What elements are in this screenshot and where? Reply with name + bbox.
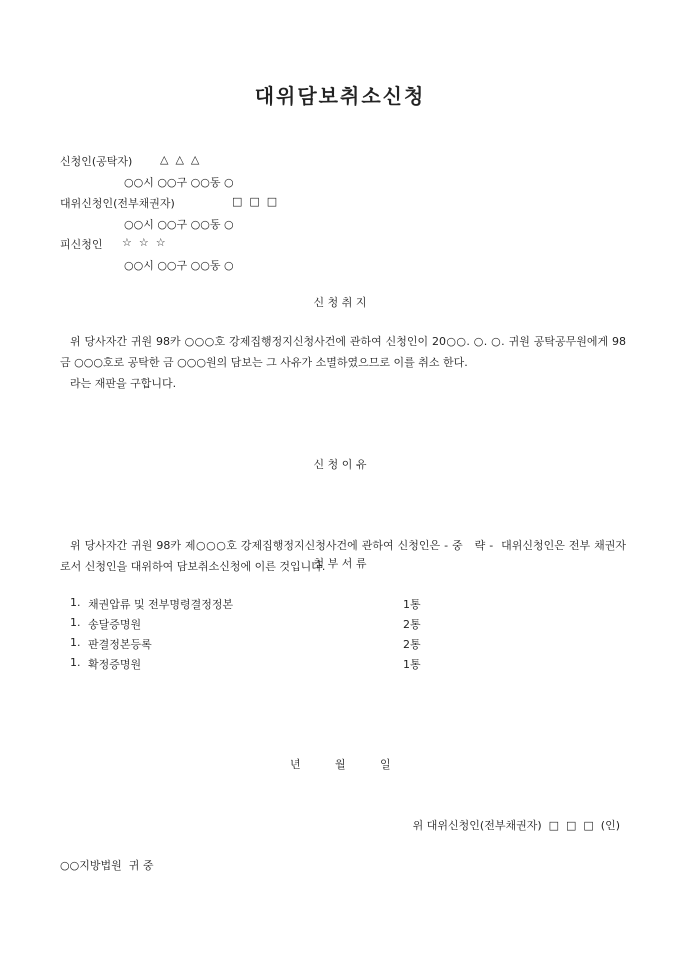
attachment-qty: 2통 — [403, 638, 421, 651]
attachments-heading: 첨 부 서 류 — [313, 557, 367, 570]
attachment-num: 1. — [70, 656, 81, 669]
subrogee-name: □ □ □ — [232, 195, 278, 208]
applicant-address: ○○시 ○○구 ○○동 ○ — [124, 176, 234, 189]
purpose-closing: 라는 재판을 구합니다. — [70, 377, 177, 390]
attachment-name: 채권압류 및 전부명령결정정본 — [88, 598, 234, 611]
attachment-name: 확정증명원 — [88, 658, 142, 671]
purpose-heading: 신 청 취 지 — [313, 296, 367, 309]
document-title: 대위담보취소신청 — [254, 84, 426, 108]
subrogee-address: ○○시 ○○구 ○○동 ○ — [124, 218, 234, 231]
court-addressee: ○○지방법원 귀 중 — [60, 859, 154, 872]
date-month: 월 — [335, 758, 346, 771]
attachment-num: 1. — [70, 636, 81, 649]
reason-body: 위 당사자간 귀원 98카 제○○○호 강제집행정지신청사건에 관하여 신청인은 - 중 략 - 대위신청인은 전부 채권자로서 신청인을 대위하여 담보취소신청에 이른 것입니다. — [60, 539, 626, 573]
attachment-row — [70, 616, 470, 636]
attachment-name: 판결정본등록 — [88, 638, 152, 651]
purpose-section — [60, 331, 626, 394]
attachment-num: 1. — [70, 616, 81, 629]
attachment-num: 1. — [70, 596, 81, 609]
attachment-qty: 2통 — [403, 618, 421, 631]
attachment-name: 송달증명원 — [88, 618, 142, 631]
date-year: 년 — [290, 758, 301, 771]
attachment-row — [70, 636, 470, 656]
date-day: 일 — [380, 758, 391, 771]
respondent-address: ○○시 ○○구 ○○동 ○ — [124, 259, 234, 272]
attachment-row — [70, 596, 470, 616]
purpose-body: 위 당사자간 귀원 98카 ○○○호 강제집행정지신청사건에 관하여 신청인이 20○○. ○. ○. 귀원 공탁공무원에게 98금 ○○○호로 공탁한 금 ○○○원의 담보는 그 사유가 소멸하였으므로 이를 취소 한다. — [60, 335, 626, 369]
attachment-qty: 1통 — [403, 598, 421, 611]
respondent-name: ☆ ☆ ☆ — [122, 236, 166, 249]
respondent-label: 피신청인 — [60, 238, 103, 251]
subrogee-label: 대위신청인(전부채권자) — [60, 197, 175, 210]
signature-line: 위 대위신청인(전부채권자) □ □ □ (인) — [412, 819, 620, 832]
reason-heading: 신 청 이 유 — [313, 458, 367, 471]
attachment-row — [70, 656, 470, 676]
reason-section — [60, 493, 626, 598]
applicant-name: △ △ △ — [160, 153, 200, 166]
attachment-qty: 1통 — [403, 658, 421, 671]
applicant-label: 신청인(공탁자) — [60, 155, 133, 168]
